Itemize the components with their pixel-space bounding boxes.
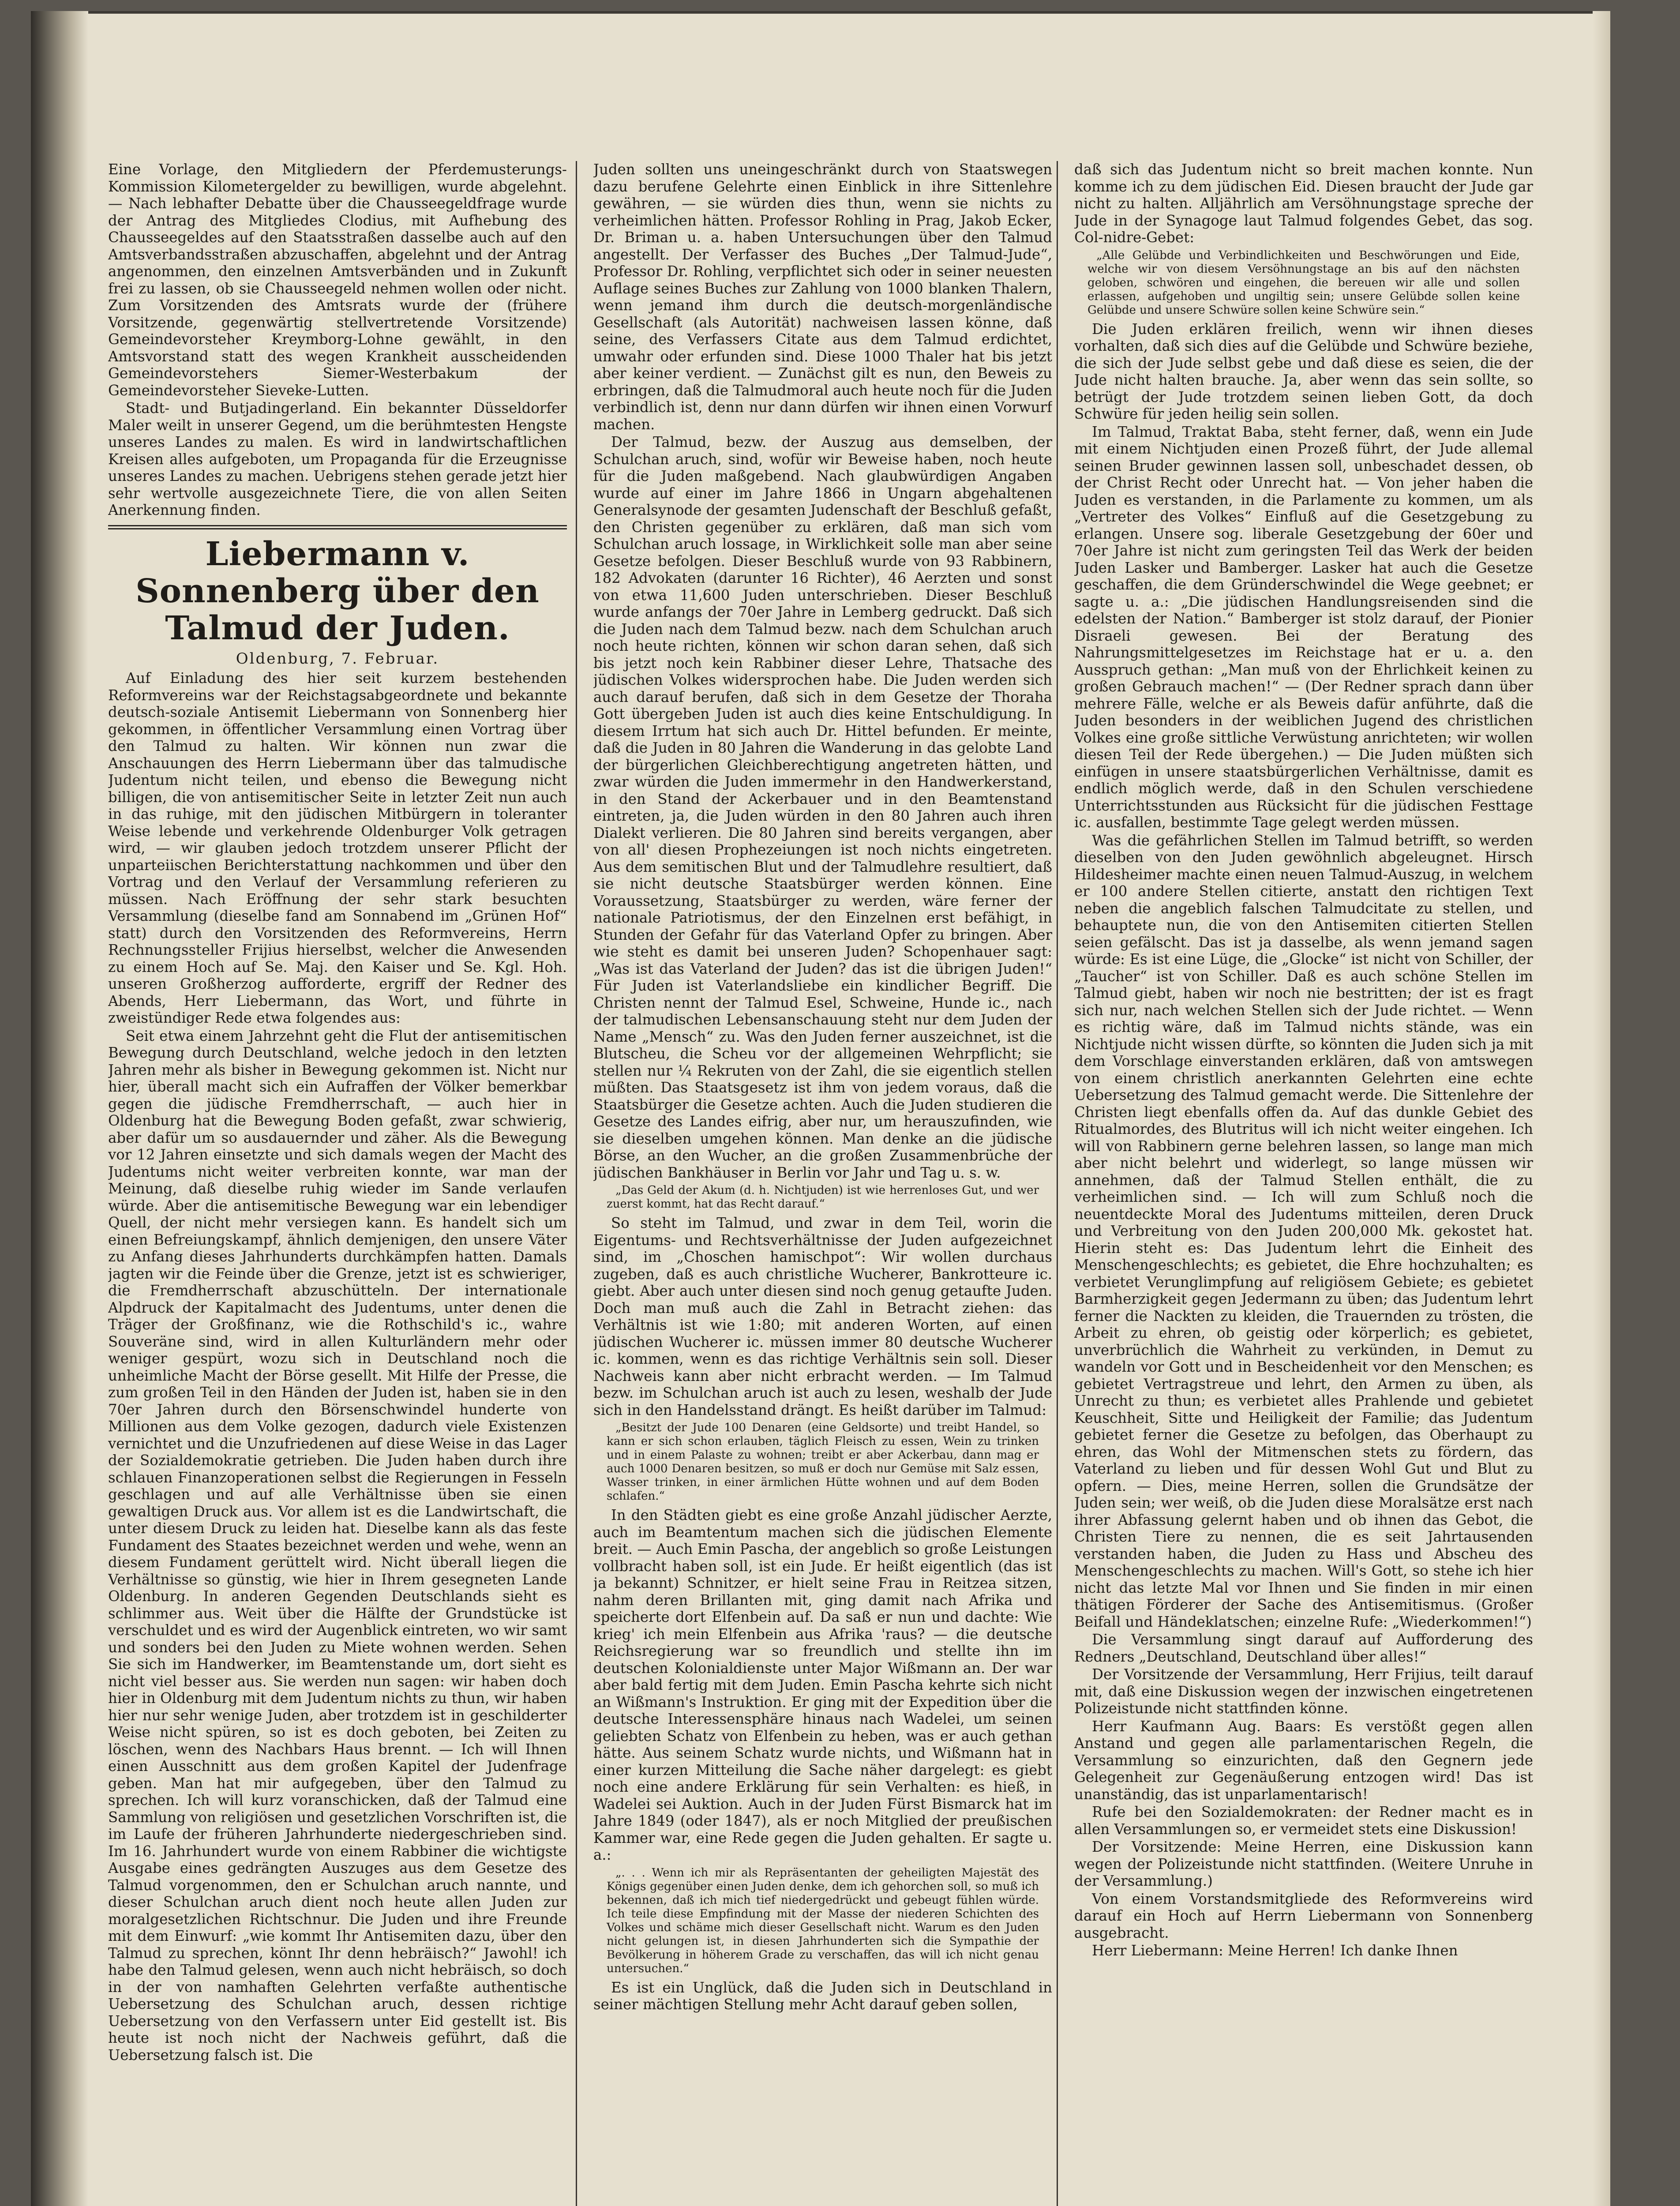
paragraph: Der Vorsitzende: Meine Herren, eine Diskussion kann wegen der Polizeistunde nicht stattfinden. (Weitere Unruhe in der Versammlung.) — [1074, 1838, 1533, 1889]
page-edge — [1593, 11, 1610, 2206]
paragraph: Es ist ein Unglück, daß die Juden sich in Deutschland in seiner mächtigen Stellung mehr Acht darauf geben sollen, — [593, 1979, 1052, 2013]
newspaper-page — [31, 11, 1610, 2206]
headline-line-2: Talmud der Juden. — [165, 609, 510, 647]
quote-small: „Besitzt der Jude 100 Denaren (eine Geldsorte) und treibt Handel, so kann er sich schon erlauben, täglich Fleisch zu essen, Wein zu trinken und in einem Palaste zu wohnen; treibt er aber Ackerbau, dann mag er auch 1000 Denaren besitzen, so muß er doch nur Gemüse mit Salz essen, Wasser trinken, in einer ärmlichen Hütte wohnen und auf dem Boden schlafen.“ — [607, 1421, 1039, 1503]
column-1 — [108, 161, 567, 2064]
paragraph: Auf Einladung des hier seit kurzem bestehenden Reformvereins war der Reichstagsabgeordnete und bekannte deutsch-soziale Antisemit Liebermann von Sonnenberg hier gekommen, in öffentlicher Versammlung einen Vortrag über den Talmud zu halten. Wir können nun zwar die Anschauungen des Herrn Liebermann über das talmudische Judentum nicht teilen, und ebenso die Bewegung nicht billigen, die von antisemitischer Seite in letzter Zeit nun auch in das ruhige, mit den jüdischen Mitbürgern in toleranter Weise lebende und verkehrende Oldenburger Volk getragen wird, — wir glauben jedoch trotzdem unserer Pflicht der unparteiischen Berichterstattung nachkommen und über den Vortrag und den Verlauf der Versammlung referieren zu müssen. Nach Eröffnung der sehr stark besuchten Versammlung (dieselbe fand am Sonnabend im „Grünen Hof“ statt) durch den Vorsitzenden des Reformvereins, Herrn Rechnungssteller Frijius hierselbst, welcher die Anwesenden zu einem Hoch auf Se. Maj. den Kaiser und Se. Kgl. Hoh. unseren Großherzog aufforderte, ergriff der Redner des Abends, Herr Liebermann, das Wort, und führte in zweistündiger Rede etwa folgendes aus: — [108, 670, 567, 1026]
article-headline — [108, 536, 567, 647]
column-divider — [576, 161, 577, 2206]
paragraph: Eine Vorlage, den Mitgliedern der Pferdemusterungs-Kommission Kilometergelder zu bewilligen, wurde abgelehnt. — Nach lebhafter Debatte über die Chausseegeldfrage wurde der Antrag des Mitgliedes Clodius, mit Aufhebung des Chausseegeldes auf den Staatsstraßen dasselbe auch auf den Amtsverbandsstraßen abzuschaffen, abgelehnt und der Antrag angenommen, den einzelnen Amtsverbänden und in Zukunft frei zu lassen, ob sie Chausseegeld nehmen wollen oder nicht. Zum Vorsitzenden des Amtsrats wurde der (frühere Vorsitzende, gegenwärtig stellvertretende Vorsitzende) Gemeindevorsteher Kreymborg-Lohne gewählt, in den Amtsvorstand statt des wegen Krankheit ausscheidenden Gemeindevorstehers Siemer-Westerbakum der Gemeindevorsteher Sieveke-Lutten. — [108, 161, 567, 399]
paragraph: Stadt- und Butjadingerland. Ein bekannter Düsseldorfer Maler weilt in unserer Gegend, um die berühmtesten Hengste unseres Landes zu malen. Es wird in landwirtschaftlichen Kreisen alles aufgeboten, um Propaganda für die Erzeugnisse unseres Landes zu machen. Uebrigens stehen gerade jetzt hier sehr wertvolle ausgezeichnete Tiere, die von allen Seiten Anerkennung finden. — [108, 400, 567, 518]
paragraph: Die Versammlung singt darauf auf Aufforderung des Redners „Deutschland, Deutschland über alles!“ — [1074, 1631, 1533, 1665]
section-divider — [108, 525, 567, 529]
column-divider — [1057, 161, 1058, 2206]
paragraph: Der Talmud, bezw. der Auszug aus demselben, der Schulchan aruch, sind, wofür wir Beweise haben, noch heute für die Juden maßgebend. Nach glaubwürdigen Angaben wurde auf einer im Jahre 1866 in Ungarn abgehaltenen Generalsynode der gesamten Judenschaft der Beschluß gefaßt, den Christen gegenüber zu erklären, daß man sich vom Schulchan aruch lossage, in Wirklichkeit solle man aber seine Gesetze befolgen. Dieser Beschluß wurde von 93 Rabbinern, 182 Advokaten (darunter 16 Richter), 46 Aerzten und sonst von etwa 11,600 Juden unterschrieben. Dieser Beschluß wurde anfangs der 70er Jahre in Lemberg gedruckt. Daß sich die Juden nach dem Talmud bezw. nach dem Schulchan aruch noch heute richten, können wir schon daran sehen, daß sich bis jetzt noch kein Rabbiner dieser Lehre, Thatsache des jüdischen Volkes widersprochen habe. Die Juden werden sich auch darauf berufen, daß sich in dem Gesetze der Thoraha Gott übergeben Juden ist auch dies keine Entschuldigung. In diesem Irrtum hat sich auch Dr. Hittel befunden. Er meinte, daß die Juden in 80 Jahren die Wanderung in das gelobte Land der bürgerlichen Gleichberechtigung angetreten hätten, und zwar würden die Juden immermehr in den Handwerkerstand, in den Stand der Ackerbauer und in den Beamtenstand eintreten, ja, die Juden würden in den 80 Jahren auch ihren Dialekt verlieren. Die 80 Jahren sind bereits vergangen, aber von all' diesen Prophezeiungen ist noch nichts eingetreten. Aus dem semitischen Blut und der Talmudlehre resultiert, daß sie nicht deutsche Staatsbürger werden können. Eine Voraussetzung, Staatsbürger zu werden, wäre ferner der nationale Patriotismus, der den Einzelnen erst befähigt, in Stunden der Gefahr für das Vaterland Opfer zu bringen. Aber wie steht es damit bei unseren Juden? Schopenhauer sagt: „Was ist das Vaterland der Juden? das ist die übrigen Juden!“ Für Juden ist Vaterlandsliebe ein kindlicher Begriff. Die Christen nennt der Talmud Esel, Schweine, Hunde ic., nach der talmudischen Lebensanschauung steht nur dem Juden der Name „Mensch“ zu. Was den Juden ferner auszeichnet, ist die Blutscheu, die Scheu vor der allgemeinen Wehrpflicht; sie stellen nur ¼ Rekruten von der Zahl, die sie eigentlich stellen müßten. Das Staatsgesetz ist ihm von jedem voraus, daß die Staatsbürger die Gesetze achten. Auch die Juden studieren die Gesetze des Landes eifrig, aber nur, um herauszufinden, wie sie dieselben umgehen können. Man denke an die jüdische Börse, an den Wucher, an die großen Zusammenbrüche der jüdischen Bankhäuser in Berlin vor Jahr und Tag u. s. w. — [593, 434, 1052, 1181]
paragraph: Von einem Vorstandsmitgliede des Reformvereins wird darauf ein Hoch auf Herrn Liebermann von Sonnenberg ausgebracht. — [1074, 1890, 1533, 1941]
paragraph: Der Vorsitzende der Versammlung, Herr Frijius, teilt darauf mit, daß eine Diskussion wegen der inzwischen eingetretenen Polizeistunde nicht stattfinden könne. — [1074, 1666, 1533, 1717]
quote-small: „Das Geld der Akum (d. h. Nichtjuden) ist wie herrenloses Gut, und wer zuerst kommt, hat das Recht darauf.“ — [607, 1184, 1039, 1211]
paragraph: daß sich das Judentum nicht so breit machen konnte. Nun komme ich zu dem jüdischen Eid. Diesen braucht der Jude gar nicht zu halten. Alljährlich am Versöhnungstage spreche der Jude in der Synagoge laut Talmud folgendes Gebet, das sog. Col-nidre-Gebet: — [1074, 161, 1533, 246]
paragraph: Herr Liebermann: Meine Herren! Ich danke Ihnen — [1092, 1942, 1458, 1959]
column-3 — [1074, 161, 1533, 1960]
paragraph: Im Talmud, Traktat Baba, steht ferner, daß, wenn ein Jude mit einem Nichtjuden einen Prozeß führt, der Jude allemal seinen Bruder gewinnen lassen soll, unbeschadet dessen, ob der Christ Recht oder Unrecht hat. — Von jeher haben die Juden es verstanden, in die Parlamente zu kommen, um als „Vertreter des Volkes“ Einfluß auf die Gesetzgebung zu erlangen. Unsere sog. liberale Gesetzgebung der 60er und 70er Jahre ist nicht zum geringsten Teil das Werk der beiden Juden Lasker und Bamberger. Lasker hat auch die Gesetze geschaffen, die dem Gründerschwindel die Wege geebnet; er sagte u. a.: „Die jüdischen Handlungsreisenden sind die edelsten der Nation.“ Bamberger ist stolz darauf, der Pionier Disraeli gewesen. Bei der Beratung des Nahrungsmittelgesetzes im Reichstage hat er u. a. den Ausspruch gethan: „Man muß von der Ehrlichkeit keinen zu großen Gebrauch machen!“ — (Der Redner sprach dann über mehrere Fälle, welche er als Beweis dafür anführte, daß die Juden besonders in der weiblichen Jugend des christlichen Volkes eine große sittliche Verwüstung anrichteten; wir wollen diesen Teil der Rede übergehen.) — Die Juden müßten sich einfügen in unsere staatsbürgerlichen Verhältnisse, damit es endlich möglich werde, daß in den Schulen verschiedene Unterrichtsstunden aus Rücksicht für die jüdischen Festtage ic. ausfallen, bestimmte Tage gelegt werden müssen. — [1074, 423, 1533, 831]
column-2 — [593, 161, 1052, 2014]
quote-small: „Alle Gelübde und Verbindlichkeiten und Beschwörungen und Eide, welche wir von diesem Versöhnungstage an bis auf den nächsten geloben, schwören und eingehen, die bereuen wir alle und sollen erlassen, aufgehoben und ungiltig sein; unsere Gelübde sollen keine Gelübde und unsere Schwüre sollen keine Schwüre sein.“ — [1088, 248, 1520, 317]
paragraph: Seit etwa einem Jahrzehnt geht die Flut der antisemitischen Bewegung durch Deutschland, welche jedoch in den letzten Jahren mehr als bisher in Bewegung gekommen ist. Nicht nur hier, überall macht sich ein Aufraffen der Völker bemerkbar gegen die jüdische Fremdherrschaft, — auch hier in Oldenburg hat die Bewegung Boden gefaßt, zwar schwierig, aber dafür um so ausdauernder und zäher. Als die Bewegung vor 12 Jahren einsetzte und sich damals wegen der Macht des Judentums nicht weiter verbreiten konnte, war man der Meinung, daß dieselbe ruhig wieder im Sande verlaufen würde. Aber die antisemitische Bewegung war ein lebendiger Quell, der nicht mehr versiegen kann. Es handelt sich um einen Befreiungskampf, ähnlich demjenigen, den unsere Väter zu Anfang dieses Jahrhunderts durchkämpfen hatten. Damals jagten wir die Feinde über die Grenze, jetzt ist es schwieriger, die Fremdherrschaft abzuschütteln. Der internationale Alpdruck der Kapitalmacht des Judentums, unter denen die Träger der Großfinanz, wie die Rothschild's ic., wahre Souveräne sind, wird in allen Kulturländern mehr oder weniger gespürt, wozu sich in Deutschland noch die unheimliche Macht der Börse gesellt. Mit Hilfe der Presse, die zum großen Teil in den Händen der Juden ist, haben sie in den 70er Jahren durch den Börsenschwindel hunderte von Millionen aus dem Volke gezogen, dadurch viele Existenzen vernichtet und die Unzufriedenen auf diese Weise in das Lager der Sozialdemokratie getrieben. Die Juden haben durch ihre schlauen Finanzoperationen selbst die Regierungen in Fesseln geschlagen und auf alle Verhältnisse üben sie einen gewaltigen Druck aus. Vor allem ist es die Landwirtschaft, die unter diesem Druck zu leiden hat. Dieselbe kann als das feste Fundament des Staates bezeichnet werden und wehe, wenn an diesem Fundament gerüttelt wird. Nicht überall liegen die Verhältnisse so günstig, wie hier in Ihrem gesegneten Lande Oldenburg. In anderen Gegenden Deutschlands sieht es schlimmer aus. Weit über die Hälfte der Grundstücke ist verschuldet und es wird der Augenblick eintreten, wo wir samt und sonders bei den Juden zu Miete wohnen werden. Sehen Sie sich im Handwerker, im Beamtenstande um, dort sieht es nicht viel besser aus. Sie werden nun sagen: wir haben doch hier in Oldenburg mit dem Judentum nichts zu thun, wir haben hier nur sehr wenige Juden, aber trotzdem ist in geschilderter Weise nicht spüren, so ist es doch geboten, bei Zeiten zu löschen, wenn des Nachbars Haus brennt. — Ich will Ihnen einen Ausschnitt aus dem großen Kapitel der Judenfrage geben. Man hat mir aufgegeben, über den Talmud zu sprechen. Ich will kurz voranschicken, daß der Talmud eine Sammlung von religiösen und gesetzlichen Vorschriften ist, die im Laufe der früheren Jahrhunderte niedergeschrieben sind. Im 16. Jahrhundert wurde von einem Rabbiner die wichtigste Ausgabe eines gedrängten Auszuges aus dem Gesetze des Talmud vorgenommen, den er Schulchan aruch nannte, und dieser Schulchan aruch dient noch heute allen Juden zur moralgesetzlichen Richtschnur. Die Juden und ihre Freunde mit dem Einwurf: „wie kommt Ihr Antisemiten dazu, über den Talmud zu sprechen, könnt Ihr denn hebräisch?“ Jawohl! ich habe den Talmud gelesen, wenn auch nicht hebräisch, so doch in der von namhaften Gelehrten verfaßte authentische Uebersetzung des Schulchan aruch, dessen richtige Uebersetzung von den Verfassern unter Eid gestellt ist. Bis heute ist noch nicht der Nachweis geführt, daß die Uebersetzung falsch ist. Die — [108, 1027, 567, 2063]
paragraph: Juden sollten uns uneingeschränkt durch von Staatswegen dazu berufene Gelehrte einen Einblick in ihre Sittenlehre gewähren, — sie würden dies thun, wenn sie nichts zu verheimlichen hätten. Professor Rohling in Prag, Jakob Ecker, Dr. Briman u. a. haben Untersuchungen über den Talmud angestellt. Der Verfasser des Buches „Der Talmud-Jude“, Professor Dr. Rohling, verpflichtet sich oder in seiner neuesten Auflage seines Buches zur Zahlung von 1000 blanken Thalern, wenn jemand ihm durch die deutsch-morgenländische Gesellschaft (als Autorität) nachweisen lassen könne, daß seine, des Verfassers Citate aus dem Talmud erdichtet, umwahr oder erfunden sind. Diese 1000 Thaler hat bis jetzt aber keiner verdient. — Zunächst gilt es nun, den Beweis zu erbringen, daß die Talmudmoral auch heute noch für die Juden verbindlich ist, denn nur dann dürfen wir ihnen einen Vorwurf machen. — [593, 161, 1052, 433]
paragraph: Rufe bei den Sozialdemokraten: der Redner macht es in allen Versammlungen so, er vermeidet stets eine Diskussion! — [1074, 1804, 1533, 1838]
dateline: Oldenburg, 7. Februar. — [236, 649, 439, 668]
quote-small: „. . . Wenn ich mir als Repräsentanten der geheiligten Majestät des Königs gegenüber einen Juden denke, dem ich gehorchen soll, so muß ich bekennen, daß ich mich tief niedergedrückt und gebeugt fühlen würde. Ich teile diese Empfindung mit der Masse der niederen Schichten des Volkes und schäme mich dieser Gesellschaft nicht. Warum es den Juden nicht gelungen ist, in diesen Jahrhunderten sich die Sympathie der Bevölkerung in höherem Grade zu verschaffen, das will ich nicht genau untersuchen.“ — [607, 1866, 1039, 1975]
paragraph: Was die gefährlichen Stellen im Talmud betrifft, so werden dieselben von den Juden gewöhnlich abgeleugnet. Hirsch Hildesheimer machte einen neuen Talmud-Auszug, in welchem er 100 andere Stellen citierte, anstatt den richtigen Text neben die angeblich falschen Talmudcitate zu stellen, und behauptete nun, die von den Antisemiten citierten Stellen seien gefälscht. Das ist ja dasselbe, als wenn jemand sagen würde: Es ist eine Lüge, die „Glocke“ ist nicht von Schiller, der „Taucher“ ist von Schiller. Daß es auch schöne Stellen im Talmud giebt, haben wir noch nie bestritten; der ist es fragt sich nur, nach welchen Stellen sich der Jude richtet. — Wenn es richtig wäre, daß im Talmud nichts stände, was ein Nichtjude nicht wissen dürfte, so könnten die Juden sich ja mit dem Vorschlage einverstanden erklären, daß von amtswegen von einem christlich anerkannten Gelehrten eine echte Uebersetzung des Talmud gemacht werde. Die Sittenlehre der Christen liegt ebenfalls offen da. Auf das dunkle Gebiet des Ritualmordes, des Blutritus will ich nicht weiter eingehen. Ich will von Rabbinern gerne belehren lassen, so lange man mich aber nicht belehrt und widerlegt, so lange müssen wir annehmen, daß der Talmud Stellen enthält, die zu verheimlichen sind. — Ich will zum Schluß noch die neuentdeckte Moral des Judentums mitteilen, deren Druck und Verbreitung von den Juden 200,000 Mk. gekostet hat. Hierin steht es: Das Judentum lehrt die Einheit des Menschengeschlechts; es gebietet, die Ehre hochzuhalten; es verbietet Verunglimpfung auf religiösem Gebiete; es gebietet Barmherzigkeit gegen Jedermann zu üben; das Judentum lehrt ferner die Nackten zu kleiden, die Trauernden zu trösten, die Arbeit zu ehren, ob geistig oder körperlich; es gebietet, unverbrüchlich die Wahrheit zu verkünden, in Demut zu wandeln vor Gott und in Bescheidenheit vor den Menschen; es gebietet Vertragstreue und lehrt, den Armen zu üben, als Unrecht zu thun; es verbietet alles Prahlende und gebietet Keuschheit, Sitte und Heiligkeit der Familie; das Judentum gebietet ferner die Gesetze zu befolgen, das Oberhaupt zu ehren, das Wohl der Mitmenschen stets zu fördern, das Vaterland zu lieben und für dessen Wohl Gut und Blut zu opfern. — Dies, meine Herren, sollen die Grundsätze der Juden sein; wer weiß, ob die Juden diese Moralsätze erst nach ihrer Abfassung gelernt haben und ob ihnen das Gebot, die Christen Tiere zu nennen, die es seit Jahrtausenden verstanden haben, die Juden zu Hass und Abscheu des Menschengeschlechts zu machen. Will's Gott, so stehe ich hier nicht das letzte Mal vor Ihnen und Sie finden in mir einen thätigen Förderer der Sache des Antisemitismus. (Großer Beifall und Händeklatschen; einzelne Rufe: „Wiederkommen!“) — [1074, 832, 1533, 1630]
paragraph: Die Juden erklären freilich, wenn wir ihnen dieses vorhalten, daß sich dies auf die Gelübde und Schwüre beziehe, die sich der Jude selbst gebe und daß diese es seien, die der Jude nicht halten brauche. Ja, aber wenn das sein sollte, so betrügt der Jude trotzdem seinen lieben Gott, da doch Schwüre für jeden heilig sein sollen. — [1074, 320, 1533, 422]
paragraph: In den Städten giebt es eine große Anzahl jüdischer Aerzte, auch im Beamtentum machen sich die jüdischen Elemente breit. — Auch Emin Pascha, der angeblich so große Leistungen vollbracht haben soll, ist ein Jude. Er heißt eigentlich (das ist ja bekannt) Schnitzer, er hielt seine Frau in Reitzea sitzen, nahm deren Brillanten mit, ging damit nach Afrika und speicherte dort Elfenbein auf. Da saß er nun und dachte: Wie krieg' ich mein Elfenbein aus Afrika 'raus? — die deutsche Reichsregierung war so freundlich und stellte ihn im deutschen Kolonialdienste unter Major Wißmann an. Der war aber bald fertig mit dem Juden. Emin Pascha kehrte sich nicht an Wißmann's Instruktion. Er ging mit der Expedition über die deutsche Interessensphäre hinaus nach Wadelei, um seinen geliebten Schatz von Elfenbein zu heben, was er auch gethan hätte. Aus seinem Schatz wurde nichts, und Wißmann hat in einer kurzen Mitteilung die Sache näher dargelegt: es giebt noch eine andere Erklärung für sein Verhalten: es hieß, in Wadelei sei Auktion. Auch in der Juden Fürst Bismarck hat im Jahre 1849 (oder 1847), als er noch Mitglied der preußischen Kammer war, eine Rede gegen die Juden gehalten. Er sagte u. a.: — [593, 1507, 1052, 1863]
paragraph: So steht im Talmud, und zwar in dem Teil, worin die Eigentums- und Rechtsverhältnisse der Juden aufgezeichnet sind, im „Choschen hamischpot“: Wir wollen durchaus zugeben, daß es auch christliche Wucherer, Bankrotteure ic. giebt. Aber auch unter diesen sind noch genug getaufte Juden. Doch man muß auch die Zahl in Betracht ziehen: das Verhältnis ist wie 1:80; mit anderen Worten, auf einen jüdischen Wucherer ic. müssen immer 80 deutsche Wucherer ic. kommen, wenn es das richtige Verhältnis sein soll. Dieser Nachweis kann aber nicht erbracht werden. — Im Talmud bezw. im Schulchan aruch ist auch zu lesen, weshalb der Jude sich in den Handelsstand drängt. Es heißt darüber im Talmud: — [593, 1215, 1052, 1418]
page-gutter — [31, 11, 88, 2206]
headline-line-1: Liebermann v. Sonnenberg über den — [135, 535, 540, 610]
paragraph: Herr Kaufmann Aug. Baars: Es verstößt gegen allen Anstand und gegen alle parlamentarischen Regeln, die Versammlung so einzurichten, daß den Gegnern jede Gelegenheit zur Gegenäußerung entzogen wird! Das ist unanständig, das ist unparlamentarisch! — [1074, 1718, 1533, 1803]
